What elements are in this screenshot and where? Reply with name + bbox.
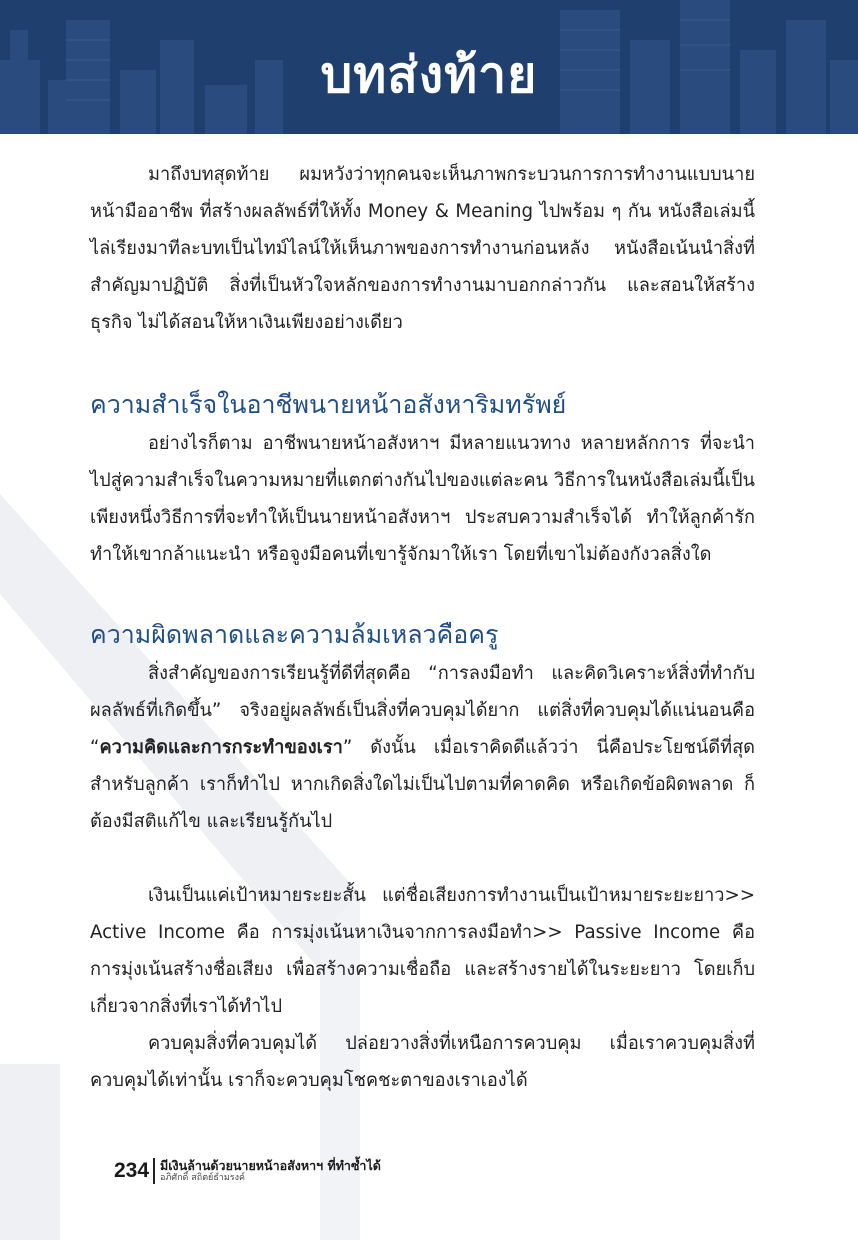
header-banner — [0, 0, 858, 134]
footer-book-info — [160, 1158, 381, 1184]
intro-paragraph: มาถึงบทสุดท้าย ผมหวังว่าทุกคนจะเห็นภาพกระบวนการการทำงานแบบนายหน้ามืออาชีพ ที่สร้างผลลัพธ์ที่ให้ทั้ง Money & Meaning ไปพร้อม ๆ กัน หนังสือเล่มนี้ไล่เรียงมาทีละบทเป็นไทม์ไลน์ให้เห็นภาพของการทำงานก่อนหลัง หนังสือเน้นนำสิ่งที่สำคัญมาปฏิบัติ สิ่งที่เป็นหัวใจหลักของการทำงานมาบอกกล่าวกัน และสอนให้สร้างธุรกิจ ไม่ได้สอนให้หาเงินเพียงอย่างเดียว — [90, 164, 755, 333]
footer-book-title: มีเงินล้านด้วยนายหน้าอสังหาฯ ที่ทำซ้ำได้ — [160, 1158, 381, 1173]
section-mistakes-paragraph-2: เงินเป็นแค่เป้าหมายระยะสั้น แต่ชื่อเสียงการทำงานเป็นเป้าหมายระยะยาว>> Active Income คือ การมุ่งเน้นหาเงินจากการลงมือทำ>> Passive Income คือ การมุ่งเน้นสร้างชื่อเสียง เพื่อสร้างความเชื่อถือ และสร้างรายได้ในระยะยาว โดยเก็บเกี่ยวจากสิ่งที่เราได้ทำไป — [90, 885, 755, 1017]
footer-divider — [153, 1158, 155, 1184]
paragraph-text: สิ่งสำคัญของการเรียนรู้ที่ดีที่สุดคือ “การลงมือทำ และคิดวิเคราะห์สิ่งที่ทำกับผลลัพธ์ที่เกิดขึ้น” จริงอยู่ผลลัพธ์เป็นสิ่งที่ควบคุมได้ยาก แต่สิ่งที่ควบคุมได้แน่นอนคือ “ — [90, 663, 755, 758]
section-heading-mistakes: ความผิดพลาดและความล้มเหลวคือครู — [90, 620, 499, 649]
emphasis-text: ความคิดและการกระทำของเรา — [99, 737, 343, 758]
page-footer — [114, 1154, 381, 1188]
paragraph-gap — [90, 840, 755, 877]
section-mistakes-paragraph-3: ควบคุมสิ่งที่ควบคุมได้ ปล่อยวางสิ่งที่เหนือการควบคุม เมื่อเราควบคุมสิ่งที่ควบคุมได้เท่านั้น เราก็จะควบคุมโชคชะตาของเราเองได้ — [90, 1033, 755, 1091]
section-heading-success: ความสำเร็จในอาชีพนายหน้าอสังหาริมทรัพย์ — [90, 390, 567, 419]
footer-author: อภิศักดิ์ สถิตย์ธำมรงค์ — [160, 1173, 246, 1183]
paragraph-text: ” ดังนั้น เมื่อเราคิดดีแล้วว่า นี่คือประโยชน์ดีที่สุดสำหรับลูกค้า เราก็ทำไป หากเกิดสิ่งใดไม่เป็นไปตามที่คาดคิด หรือเกิดข้อผิดพลาด ก็ต้องมีสติแก้ไข และเรียนรู้กันไป — [90, 737, 755, 832]
page-number: 234 — [114, 1159, 150, 1182]
chapter-body — [90, 156, 755, 1099]
section-success-paragraph: อย่างไรก็ตาม อาชีพนายหน้าอสังหาฯ มีหลายแนวทาง หลายหลักการ ที่จะนำไปสู่ความสำเร็จในความหมายที่แตกต่างกันไปของแต่ละคน วิธีการในหนังสือเล่มนี้เป็นเพียงหนึ่งวิธีการที่จะทำให้เป็นนายหน้าอสังหาฯ ประสบความสำเร็จได้ ทำให้ลูกค้ารัก ทำให้เขากล้าแนะนำ หรือจูงมือคนที่เขารู้จักมาให้เรา โดยที่เขาไม่ต้องกังวลสิ่งใด — [90, 433, 755, 565]
page-title: บทส่งท้าย — [320, 46, 538, 104]
section-mistakes-paragraph-1 — [90, 655, 755, 840]
